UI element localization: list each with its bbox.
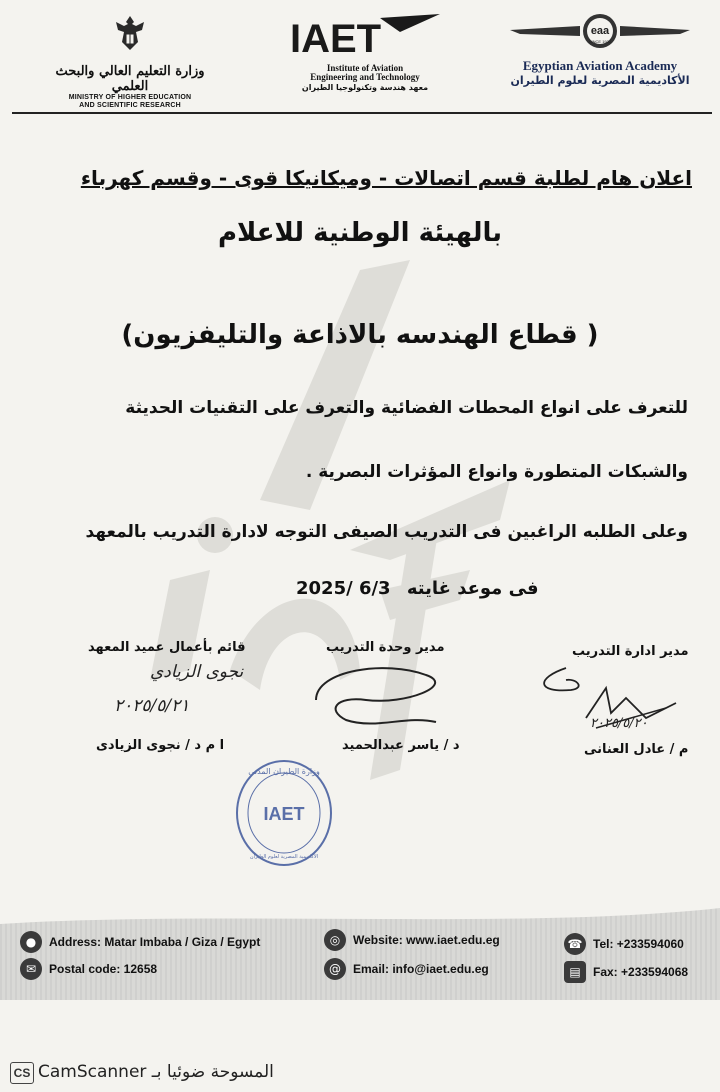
camscanner-text: المسوحة ضوئيا بـ CamScanner (38, 1062, 274, 1082)
iaet-logo (280, 12, 450, 60)
eaa-wings-logo (500, 12, 700, 52)
paragraph-line-2: والشبكات المتطورة وانواع المؤثرات البصرية . (305, 462, 688, 482)
institute-block (260, 12, 470, 92)
tel-text: Tel: +233594060 (593, 937, 684, 951)
website-item[interactable] (324, 928, 500, 952)
iaet-logo-text: IAET (290, 17, 382, 60)
phone-icon: ☎ (564, 933, 586, 955)
ministry-arabic: وزارة التعليم العالي والبحث العلمي (55, 64, 205, 94)
globe-icon: ◎ (324, 929, 346, 951)
ministry-english-1: MINISTRY OF HIGHER EDUCATION (68, 94, 192, 101)
envelope-icon: ✉ (20, 958, 42, 980)
paragraph-line-1: للتعرف على انواع المحطات الفضائية والتعرف على التقنيات الحديثة (125, 398, 688, 418)
stamp-bottom-text: الأكاديمية المصرية لعلوم الطيران (249, 854, 319, 860)
signature-scribble-middle (306, 660, 456, 730)
signatory-name-dean: ا م د / نجوى الزيادى (96, 738, 225, 753)
stamp-logo-text: IAET (263, 804, 305, 824)
website-text[interactable]: Website: www.iaet.edu.eg (353, 933, 500, 947)
signature-title-training-unit: مدير وحدة التدريب (326, 640, 445, 655)
ministry-block (40, 12, 220, 110)
paragraph-line-3: وعلى الطلبه الراغبين فى التدريب الصيفى التوجه لادارة التدريب بالمعهد (85, 522, 688, 542)
signatory-name-training-admin: م / عادل العنانى (584, 742, 689, 757)
stamp-ring-text: وزارة الطيران المدني (248, 767, 320, 776)
signature-title-dean: قائم بأعمال عميد المعهد (88, 640, 246, 655)
tel-item (564, 932, 684, 956)
address-text: Address: Matar Imbaba / Giza / Egypt (49, 935, 261, 949)
email-text[interactable]: Email: info@iaet.edu.eg (353, 962, 489, 976)
header-divider (12, 112, 712, 114)
ministry-english-2: AND SCIENTIFIC RESEARCH (79, 102, 181, 109)
authority-title: بالهيئة الوطنية للاعلام (217, 218, 503, 248)
deadline-date: 2025/ 6/3 (296, 578, 391, 599)
fax-icon: ▤ (564, 961, 586, 983)
academy-block (490, 12, 710, 87)
address-item (20, 930, 260, 954)
signatory-name-training-unit: د / ياسر عبدالحميد (342, 738, 460, 753)
official-stamp (234, 758, 334, 868)
handwritten-date-right: ٢٠٢٥/٥/٢٠ (590, 716, 648, 731)
institute-english-1: Institute of Aviation (326, 63, 404, 73)
fax-item (564, 960, 688, 984)
postal-text: Postal code: 12658 (49, 962, 158, 976)
institute-arabic: معهد هندسة وتكنولوجيا الطيران (301, 83, 429, 92)
location-pin-icon: ● (20, 931, 42, 953)
scanner-watermark-bar (0, 1046, 720, 1092)
fax-text: Fax: +233594068 (593, 965, 689, 979)
sector-title: ( قطاع الهندسه بالاذاعة والتليفزيون) (121, 320, 599, 350)
eagle-emblem-icon (108, 12, 152, 56)
camscanner-logo-icon: CS (10, 1062, 34, 1084)
email-item[interactable] (324, 957, 489, 981)
eaa-logo-text: eaa (590, 25, 610, 37)
postal-item (20, 957, 157, 981)
deadline-line (296, 578, 539, 599)
signature-title-training-admin: مدير ادارة التدريب (572, 644, 689, 659)
handwritten-date-dean: ٢٠٢٥/٥/٢١ (114, 696, 190, 716)
institute-english-2: Engineering and Technology (310, 72, 420, 82)
footer-contact-bar (0, 900, 720, 1000)
eaa-since-text: SINCE 1932 (588, 39, 612, 44)
at-sign-icon: @ (324, 958, 346, 980)
academy-arabic: الأكاديمية المصرية لعلوم الطيران (510, 74, 690, 87)
letterhead (20, 12, 710, 112)
notice-headline: اعلان هام لطلبة قسم اتصالات - وميكانيكا قوى - وقسم كهرباء (80, 166, 692, 190)
deadline-label: فى موعد غايته (406, 578, 539, 599)
handwritten-signature-dean: نجوى الزيادي (150, 662, 244, 682)
academy-english: Egyptian Aviation Academy (522, 58, 678, 73)
